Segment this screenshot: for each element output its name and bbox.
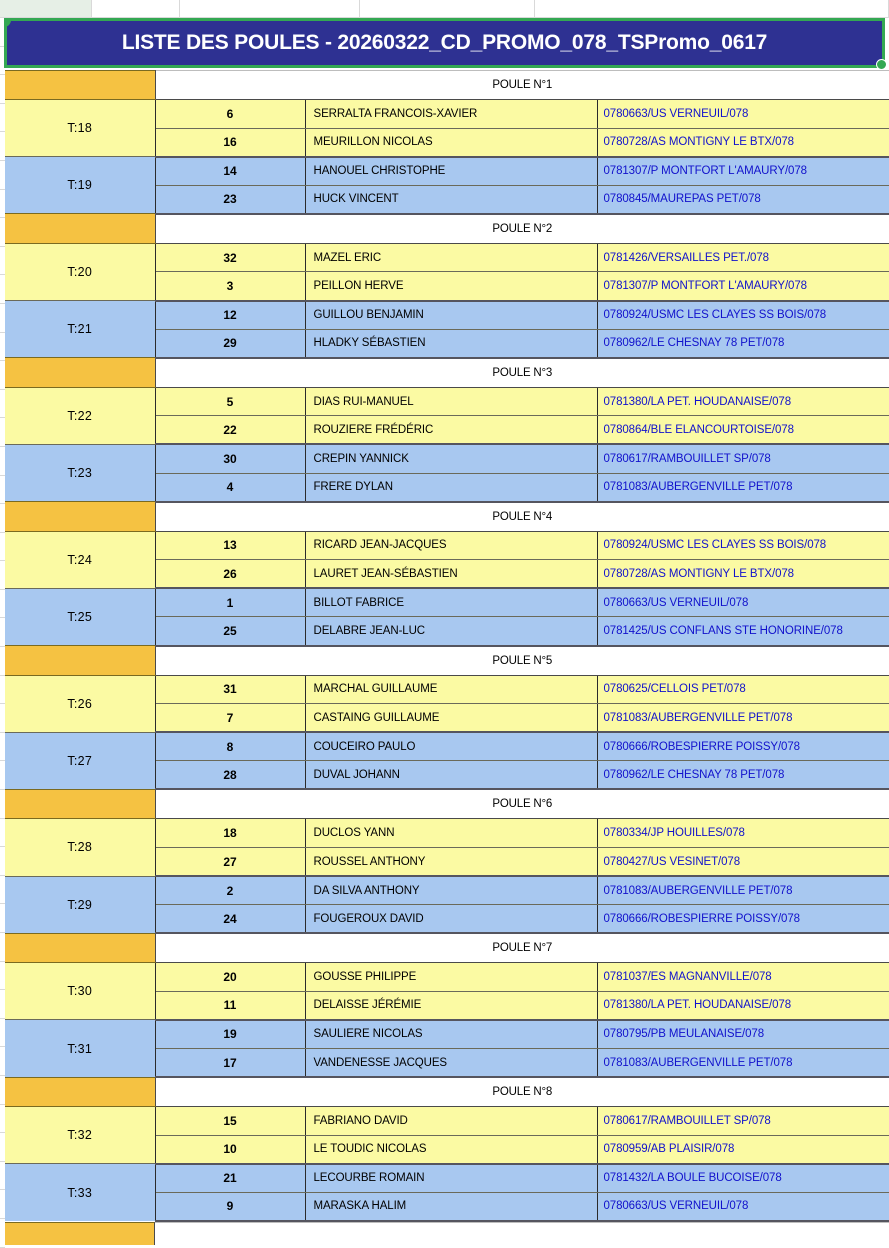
- spreadsheet-row-gutter: [0, 18, 5, 1245]
- player-row[interactable]: [5, 876, 889, 905]
- player-club: 0781432/LA BOULE BUCOISE/078: [597, 1164, 889, 1193]
- row-gutter-tick: [0, 418, 5, 447]
- row-gutter-tick: [0, 1190, 5, 1219]
- player-club: 0780962/LE CHESNAY 78 PET/078: [597, 329, 889, 358]
- poule-title: POULE N°3: [155, 358, 889, 388]
- player-name: LECOURBE ROMAIN: [305, 1164, 597, 1193]
- player-number: 27: [155, 847, 305, 876]
- player-row[interactable]: [5, 732, 889, 761]
- row-gutter-tick: [0, 304, 5, 333]
- player-row[interactable]: [5, 819, 889, 848]
- player-club: 0781307/P MONTFORT L'AMAURY/078: [597, 272, 889, 301]
- spreadsheet-cell[interactable]: [360, 0, 535, 18]
- player-club: 0780728/AS MONTIGNY LE BTX/078: [597, 128, 889, 157]
- player-number: 18: [155, 819, 305, 848]
- player-club: 0781083/AUBERGENVILLE PET/078: [597, 1049, 889, 1078]
- player-name: DA SILVA ANTHONY: [305, 876, 597, 905]
- row-gutter-tick: [0, 590, 5, 619]
- row-gutter-tick: [0, 647, 5, 676]
- player-number: 3: [155, 272, 305, 301]
- poule-accent-cell: [5, 71, 155, 100]
- terrain-cell: T:31: [5, 1020, 155, 1077]
- player-club: 0780864/BLE ELANCOURTOISE/078: [597, 416, 889, 445]
- row-gutter-tick: [0, 876, 5, 905]
- player-name: SAULIERE NICOLAS: [305, 1020, 597, 1049]
- player-number: 14: [155, 157, 305, 186]
- player-name: HLADKY SÉBASTIEN: [305, 329, 597, 358]
- player-name: LE TOUDIC NICOLAS: [305, 1135, 597, 1164]
- player-name: FRERE DYLAN: [305, 473, 597, 502]
- player-name: DIAS RUI-MANUEL: [305, 387, 597, 416]
- poule-accent-cell: [5, 789, 155, 819]
- poule-title: POULE N°2: [155, 214, 889, 244]
- spreadsheet-cell[interactable]: [535, 0, 889, 18]
- terrain-cell: T:33: [5, 1164, 155, 1221]
- player-club: 0781083/AUBERGENVILLE PET/078: [597, 704, 889, 733]
- row-gutter-tick: [0, 333, 5, 362]
- player-number: 1: [155, 588, 305, 617]
- player-club: 0780795/PB MEULANAISE/078: [597, 1020, 889, 1049]
- player-number: 9: [155, 1192, 305, 1221]
- player-club: 0780625/CELLOIS PET/078: [597, 675, 889, 704]
- player-club: 0781083/AUBERGENVILLE PET/078: [597, 876, 889, 905]
- player-club: 0781380/LA PET. HOUDANAISE/078: [597, 387, 889, 416]
- poule-title: POULE N°5: [155, 646, 889, 676]
- player-number: 2: [155, 876, 305, 905]
- player-name: GOUSSE PHILIPPE: [305, 963, 597, 992]
- terrain-cell: T:32: [5, 1107, 155, 1164]
- row-gutter-tick: [0, 1105, 5, 1134]
- row-gutter-tick: [0, 819, 5, 848]
- spreadsheet-cell[interactable]: [92, 0, 180, 18]
- row-gutter-tick: [0, 733, 5, 762]
- row-gutter-tick: [0, 1219, 5, 1248]
- poule-accent-cell: [5, 1222, 155, 1245]
- row-gutter-tick: [0, 618, 5, 647]
- player-club: 0781037/ES MAGNANVILLE/078: [597, 963, 889, 992]
- player-number: 24: [155, 905, 305, 934]
- poule-accent-cell: [5, 214, 155, 244]
- row-gutter-tick: [0, 1019, 5, 1048]
- player-name: RICARD JEAN-JACQUES: [305, 531, 597, 560]
- poule-title: POULE N°4: [155, 502, 889, 532]
- player-row[interactable]: [5, 963, 889, 992]
- terrain-cell: T:26: [5, 675, 155, 732]
- player-row[interactable]: [5, 675, 889, 704]
- player-club: 0780959/AB PLAISIR/078: [597, 1135, 889, 1164]
- player-name: VANDENESSE JACQUES: [305, 1049, 597, 1078]
- row-gutter-tick: [0, 390, 5, 419]
- row-gutter-tick: [0, 104, 5, 133]
- player-club: 0781426/VERSAILLES PET./078: [597, 243, 889, 272]
- row-gutter-tick: [0, 504, 5, 533]
- player-number: 26: [155, 560, 305, 589]
- row-gutter-tick: [0, 218, 5, 247]
- poule-title: POULE N°7: [155, 933, 889, 963]
- player-club: 0780663/US VERNEUIL/078: [597, 100, 889, 129]
- player-number: 6: [155, 100, 305, 129]
- poule-header-row: [5, 358, 889, 388]
- row-gutter-tick: [0, 1162, 5, 1191]
- player-number: 21: [155, 1164, 305, 1193]
- terrain-cell: T:19: [5, 157, 155, 214]
- row-gutter-tick: [0, 533, 5, 562]
- row-gutter-tick: [0, 847, 5, 876]
- row-gutter-tick: [0, 962, 5, 991]
- player-club: 0780617/RAMBOUILLET SP/078: [597, 1107, 889, 1136]
- poule-header-row: [5, 1077, 889, 1107]
- player-number: 8: [155, 732, 305, 761]
- player-row[interactable]: [5, 588, 889, 617]
- player-club: 0780427/US VESINET/078: [597, 847, 889, 876]
- player-name: ROUZIERE FRÉDÉRIC: [305, 416, 597, 445]
- row-gutter-tick: [0, 990, 5, 1019]
- terrain-cell: T:29: [5, 876, 155, 933]
- row-gutter-tick: [0, 132, 5, 161]
- player-name: ROUSSEL ANTHONY: [305, 847, 597, 876]
- player-number: 4: [155, 473, 305, 502]
- player-row[interactable]: [5, 1107, 889, 1136]
- terrain-cell: T:27: [5, 732, 155, 789]
- player-club: 0780924/USMC LES CLAYES SS BOIS/078: [597, 531, 889, 560]
- player-row[interactable]: [5, 387, 889, 416]
- row-gutter-tick: [0, 933, 5, 962]
- player-club: 0780962/LE CHESNAY 78 PET/078: [597, 761, 889, 790]
- player-name: HANOUEL CHRISTOPHE: [305, 157, 597, 186]
- player-club: 0780845/MAUREPAS PET/078: [597, 185, 889, 214]
- player-number: 17: [155, 1049, 305, 1078]
- poule-header-row: [5, 933, 889, 963]
- player-club: 0780666/ROBESPIERRE POISSY/078: [597, 732, 889, 761]
- selection-corner-icon: [4, 18, 11, 27]
- terrain-cell: T:28: [5, 819, 155, 876]
- player-number: 30: [155, 444, 305, 473]
- poule-accent-cell: [5, 502, 155, 532]
- poule-accent-cell: [5, 933, 155, 963]
- player-club: 0780663/US VERNEUIL/078: [597, 588, 889, 617]
- player-number: 13: [155, 531, 305, 560]
- player-name: FOUGEROUX DAVID: [305, 905, 597, 934]
- player-number: 19: [155, 1020, 305, 1049]
- terrain-cell: T:30: [5, 963, 155, 1020]
- row-gutter-tick: [0, 161, 5, 190]
- player-name: MARCHAL GUILLAUME: [305, 675, 597, 704]
- row-gutter-tick: [0, 790, 5, 819]
- player-club: 0780334/JP HOUILLES/078: [597, 819, 889, 848]
- player-number: 5: [155, 387, 305, 416]
- row-gutter-tick: [0, 676, 5, 705]
- row-gutter-tick: [0, 361, 5, 390]
- player-name: CREPIN YANNICK: [305, 444, 597, 473]
- selection-fill-handle[interactable]: [876, 59, 887, 70]
- player-name: DELAISSE JÉRÉMIE: [305, 991, 597, 1020]
- player-number: 29: [155, 329, 305, 358]
- poule-title: POULE N°1: [155, 71, 889, 100]
- player-club: 0780728/AS MONTIGNY LE BTX/078: [597, 560, 889, 589]
- terrain-cell: T:23: [5, 444, 155, 501]
- player-row[interactable]: [5, 1164, 889, 1193]
- row-gutter-tick: [0, 476, 5, 505]
- player-name: PEILLON HERVE: [305, 272, 597, 301]
- player-name: FABRIANO DAVID: [305, 1107, 597, 1136]
- player-club: 0780924/USMC LES CLAYES SS BOIS/078: [597, 301, 889, 330]
- player-club: 0781425/US CONFLANS STE HONORINE/078: [597, 617, 889, 646]
- poule-title: POULE N°8: [155, 1077, 889, 1107]
- player-number: 7: [155, 704, 305, 733]
- row-gutter-tick: [0, 704, 5, 733]
- row-gutter-tick: [0, 275, 5, 304]
- player-number: 25: [155, 617, 305, 646]
- spreadsheet-top-row: [0, 0, 889, 18]
- row-gutter-tick: [0, 447, 5, 476]
- player-name: MARASKA HALIM: [305, 1192, 597, 1221]
- player-number: 28: [155, 761, 305, 790]
- row-gutter-tick: [0, 904, 5, 933]
- player-row[interactable]: [5, 157, 889, 186]
- player-name: DELABRE JEAN-LUC: [305, 617, 597, 646]
- player-club: 0780666/ROBESPIERRE POISSY/078: [597, 905, 889, 934]
- row-gutter-tick: [0, 1047, 5, 1076]
- player-club: 0781307/P MONTFORT L'AMAURY/078: [597, 157, 889, 186]
- player-name: MEURILLON NICOLAS: [305, 128, 597, 157]
- player-club: 0781380/LA PET. HOUDANAISE/078: [597, 991, 889, 1020]
- poule-accent-cell: [5, 1077, 155, 1107]
- row-gutter-tick: [0, 1133, 5, 1162]
- poule-header-row: [5, 214, 889, 244]
- spreadsheet-cell[interactable]: [180, 0, 360, 18]
- player-club: 0781083/AUBERGENVILLE PET/078: [597, 473, 889, 502]
- player-name: DUVAL JOHANN: [305, 761, 597, 790]
- poule-header-row: [5, 71, 889, 100]
- player-number: 11: [155, 991, 305, 1020]
- player-number: 15: [155, 1107, 305, 1136]
- document-title-banner[interactable]: [4, 18, 885, 68]
- player-club: 0780663/US VERNEUIL/078: [597, 1192, 889, 1221]
- terrain-cell: T:24: [5, 531, 155, 588]
- player-row[interactable]: [5, 1020, 889, 1049]
- player-name: CASTAING GUILLAUME: [305, 704, 597, 733]
- row-gutter-tick: [0, 190, 5, 219]
- player-number: 12: [155, 301, 305, 330]
- row-gutter-tick: [0, 247, 5, 276]
- player-name: BILLOT FABRICE: [305, 588, 597, 617]
- terrain-cell: T:21: [5, 301, 155, 358]
- row-gutter-tick: [0, 75, 5, 104]
- player-row[interactable]: [5, 243, 889, 272]
- player-row[interactable]: [5, 444, 889, 473]
- player-name: COUCEIRO PAULO: [305, 732, 597, 761]
- poule-accent-cell: [5, 358, 155, 388]
- player-row[interactable]: [5, 100, 889, 129]
- player-name: GUILLOU BENJAMIN: [305, 301, 597, 330]
- player-name: SERRALTA FRANCOIS-XAVIER: [305, 100, 597, 129]
- player-number: 31: [155, 675, 305, 704]
- row-gutter-tick: [0, 761, 5, 790]
- player-name: DUCLOS YANN: [305, 819, 597, 848]
- page-title: LISTE DES POULES - 20260322_CD_PROMO_078_TSPromo_0617: [121, 31, 768, 54]
- terrain-cell: T:22: [5, 387, 155, 444]
- poule-header-row: [5, 646, 889, 676]
- player-number: 10: [155, 1135, 305, 1164]
- player-name: LAURET JEAN-SÉBASTIEN: [305, 560, 597, 589]
- terrain-cell: T:18: [5, 100, 155, 157]
- player-number: 20: [155, 963, 305, 992]
- poule-accent-cell: [5, 646, 155, 676]
- player-number: 22: [155, 416, 305, 445]
- player-row[interactable]: [5, 301, 889, 330]
- row-gutter-tick: [0, 1076, 5, 1105]
- trailing-poule-header-row: [5, 1222, 889, 1245]
- poule-header-row: [5, 502, 889, 532]
- poule-title: POULE N°6: [155, 789, 889, 819]
- poules-table: [5, 70, 889, 1222]
- player-number: 16: [155, 128, 305, 157]
- player-name: HUCK VINCENT: [305, 185, 597, 214]
- poule-title-cell: [155, 1222, 889, 1245]
- terrain-cell: T:20: [5, 243, 155, 300]
- player-number: 23: [155, 185, 305, 214]
- poule-header-row: [5, 789, 889, 819]
- player-row[interactable]: [5, 531, 889, 560]
- spreadsheet-cell[interactable]: [0, 0, 92, 18]
- player-club: 0780617/RAMBOUILLET SP/078: [597, 444, 889, 473]
- row-gutter-tick: [0, 561, 5, 590]
- terrain-cell: T:25: [5, 588, 155, 645]
- player-name: MAZEL ERIC: [305, 243, 597, 272]
- player-number: 32: [155, 243, 305, 272]
